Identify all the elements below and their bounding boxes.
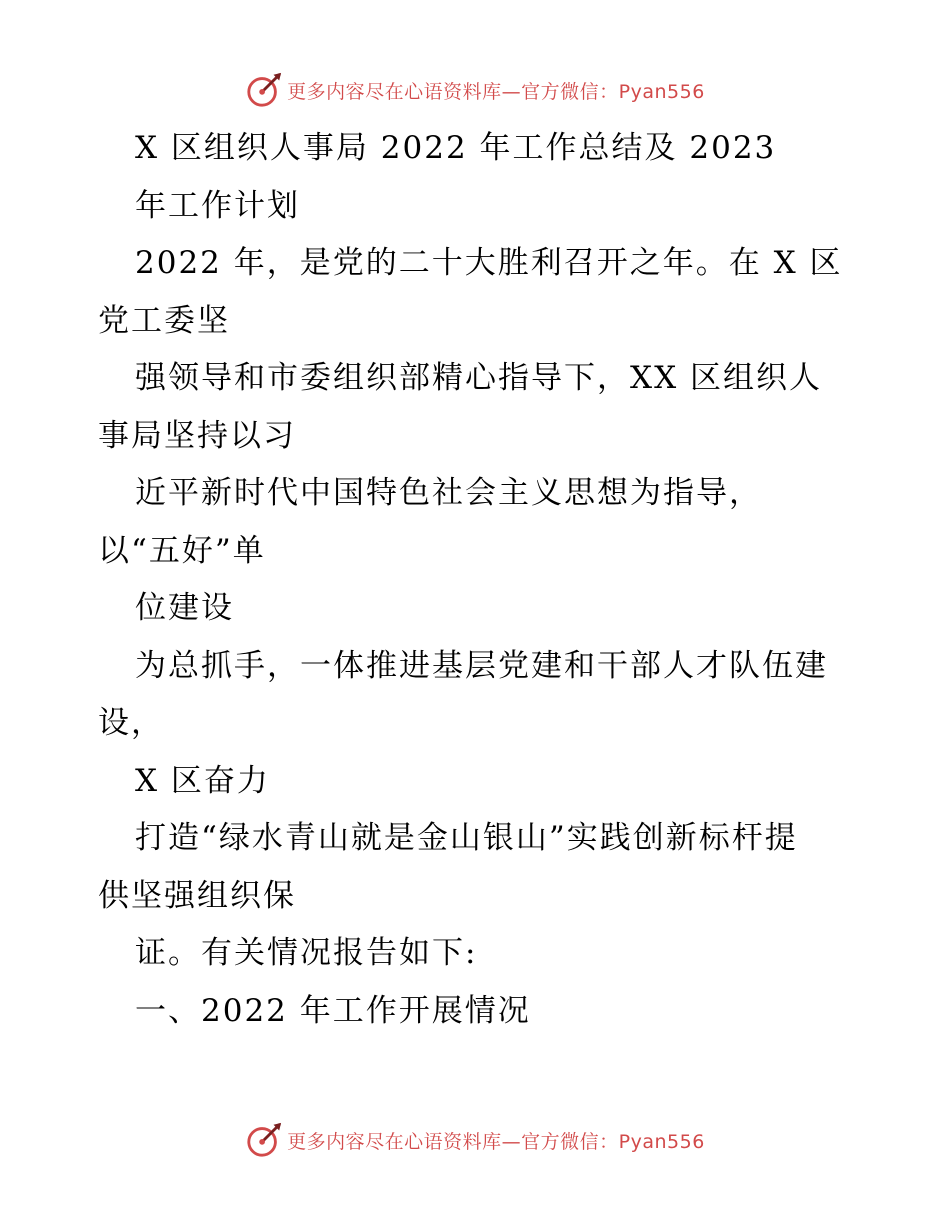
quill-logo-icon [245, 71, 283, 109]
document-body [98, 120, 878, 1040]
text-line: 设， [98, 705, 164, 741]
text-line: 供坚强组织保 [98, 877, 296, 914]
text-line: 以“五好”单 [98, 532, 266, 569]
text-line: 强领导和市委组织部精心指导下，XX 区组织人 [135, 360, 822, 396]
text-line: 党工委坚 [98, 302, 230, 339]
text-line: X 区奋力 [135, 762, 270, 799]
text-line: 年工作计划 [135, 187, 300, 224]
text-line: 事局坚持以习 [98, 417, 296, 454]
watermark-banner-top [0, 70, 950, 110]
watermark-text: 更多内容尽在心语资料库—官方微信：Pyan556 [287, 1130, 705, 1153]
text-line: 位建设 [135, 590, 234, 626]
text-line: 2022 年，是党的二十大胜利召开之年。在 X 区 [135, 245, 843, 281]
text-line: 打造“绿水青山就是金山银山”实践创新标杆提 [135, 820, 798, 856]
watermark-banner-bottom [0, 1120, 950, 1160]
quill-logo-icon [245, 1121, 283, 1159]
text-line: X 区组织人事局 2022 年工作总结及 2023 [135, 130, 777, 166]
text-line: 为总抓手，一体推进基层党建和干部人才队伍建 [135, 647, 828, 684]
watermark-text: 更多内容尽在心语资料库—官方微信：Pyan556 [287, 80, 705, 103]
text-line: 证。有关情况报告如下: [135, 935, 478, 971]
text-line: 一、2022 年工作开展情况 [135, 992, 531, 1029]
text-line: 近平新时代中国特色社会主义思想为指导， [135, 475, 762, 511]
